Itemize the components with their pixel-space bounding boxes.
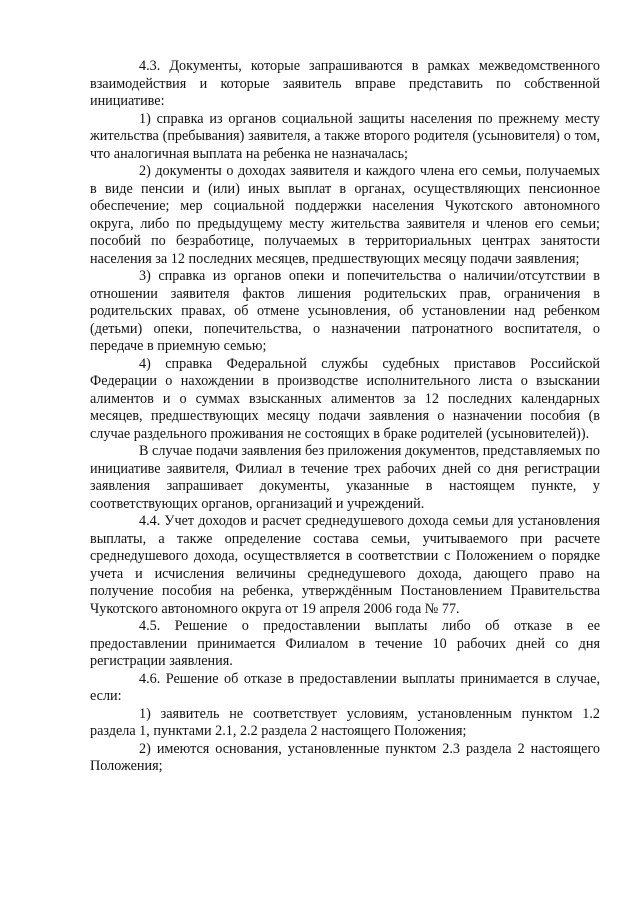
- paragraph-4-3-item-3: 3) справка из органов опеки и попечительства о наличии/отсутствии в отношении заявителя фактов лишения родительских прав, ограничения в родительских правах, об отмене усыновления, об установлении над ребенком (детьми) опеки, попечительства, о назначении патронатного воспитателя, о передаче в приемную семью;: [90, 268, 600, 354]
- paragraph-4-3-item-2: 2) документы о доходах заявителя и каждого члена его семьи, получаемых в виде пенсии и (или) иных выплат в органах, осуществляющих пенсионное обеспечение; мер социальной поддержки населения Чукотского автономного округа, либо по предыдущему месту жительства заявителя и членов его семьи; пособий по безработице, получаемых в территориальных центрах занятости населения за 12 последних месяцев, предшествующих месяцу подачи заявления;: [90, 163, 600, 267]
- paragraph-4-6-item-1: 1) заявитель не соответствует условиям, установленным пунктом 1.2 раздела 1, пунктами 2.1, 2.2 раздела 2 настоящего Положения;: [90, 705, 600, 739]
- paragraph-4-6-item-2: 2) имеются основания, установленные пунктом 2.3 раздела 2 настоящего Положения;: [90, 740, 600, 774]
- paragraph-4-3-item-4: 4) справка Федеральной службы судебных приставов Российской Федерации о нахождении в производстве исполнительного листа о взыскании алиментов и о суммах взысканных алиментов за 12 последних календарных месяцев, предшествующих месяцу подачи заявления о назначении пособия (в случае раздельного проживания не состоящих в браке родителей (усыновителей)).: [90, 355, 600, 442]
- paragraph-4-3: 4.3. Документы, которые запрашиваются в рамках межведомственного взаимодействия и которые заявитель вправе представить по собственной инициативе:: [90, 58, 600, 109]
- paragraph-4-6: 4.6. Решение об отказе в предоставлении выплаты принимается в случае, если:: [90, 670, 600, 704]
- paragraph-4-3-note: В случае подачи заявления без приложения документов, представляемых по инициативе заявителя, Филиал в течение трех рабочих дней со дня регистрации заявления запрашивает документы, указанные в настоящем пункте, у соответствующих органов, организаций и учреждений.: [90, 443, 600, 512]
- paragraph-4-3-item-1: 1) справка из органов социальной защиты населения по прежнему месту жительства (пребывания) заявителя, а также второго родителя (усыновителя) о том, что аналогичная выплата на ребенка не назначалась;: [90, 110, 600, 162]
- paragraph-4-5: 4.5. Решение о предоставлении выплаты либо об отказе в ее предоставлении принимается Филиалом в течение 10 рабочих дней со дня регистрации заявления.: [90, 618, 600, 669]
- document-page: [90, 58, 600, 776]
- paragraph-4-4: 4.4. Учет доходов и расчет среднедушевого дохода семьи для установления выплаты, а также определение состава семьи, учитываемого при расчете среднедушевого дохода, осуществляется в соответствии с Положением о порядке учета и исчисления величины среднедушевого дохода, дающего право на получение пособия на ребенка, утверждённым Постановлением Правительства Чукотского автономного округа от 19 апреля 2006 года № 77.: [90, 513, 600, 617]
